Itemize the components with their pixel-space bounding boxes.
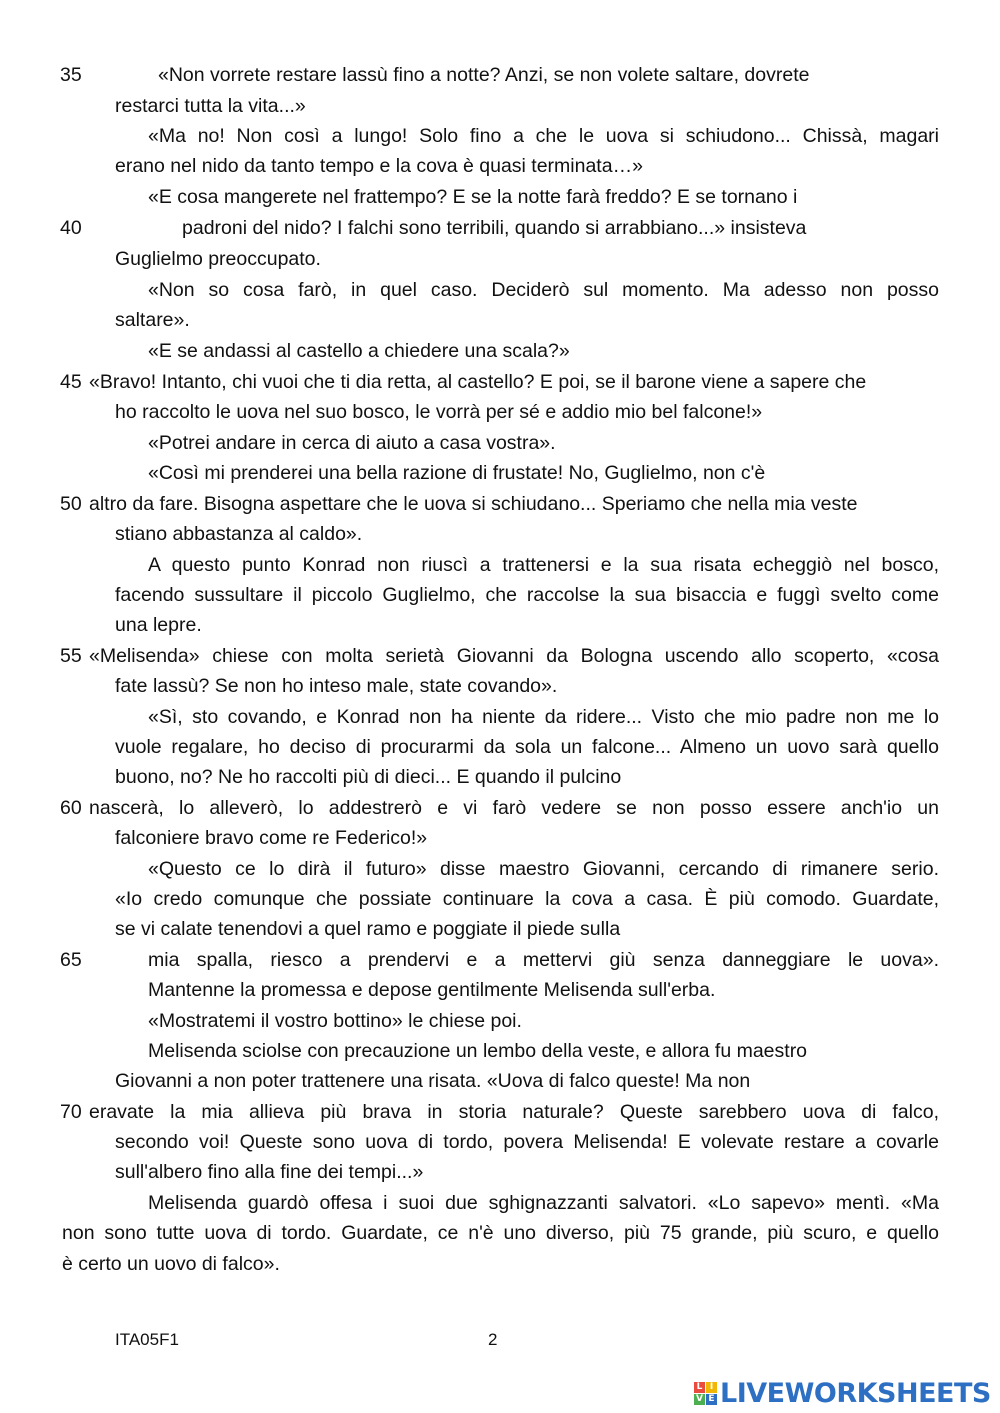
text-line: «E se andassi al castello a chiedere una scala?» [148,340,570,362]
line-number: 35 [60,64,82,86]
text-line: Giovanni a non poter trattenere una risata. «Uova di falco queste! Ma non [115,1070,751,1092]
text-line: «Ma no! Non così a lungo! Solo fino a che le uova si schiudono... Chissà, magari [148,125,939,147]
text-line: vuole regalare, ho deciso di procurarmi da sola un falcone... Almeno un uovo sarà quello [115,736,939,758]
text-line: Melisenda sciolse con precauzione un lembo della veste, e allora fu maestro [148,1040,808,1062]
text-line: 70 eravate la mia allieva più brava in storia naturale? Queste sarebbero uova di falco, [0,1097,1000,1127]
text-line: Melisenda guardò offesa i suoi due sghignazzanti salvatori. «Lo sapevo» mentì. «Ma [148,1192,939,1214]
text-line: se vi calate tenendovi a quel ramo e poggiate il piede sulla [115,918,621,940]
line-number: 60 [60,797,82,819]
text-line: stiano abbastanza al caldo». [115,523,363,545]
text-line: «Sì, sto covando, e Konrad non ha niente da ridere... Visto che mio padre non me lo [148,706,939,728]
line-number: 50 [60,493,82,515]
liveworksheets-logo-icon: L I V E [694,1382,717,1405]
document-code: ITA05F1 [115,1330,179,1349]
line-number: 65 [60,949,82,971]
text-line: buono, no? Ne ho raccolti più di dieci... E quando il pulcino [115,766,622,788]
text-line: erano nel nido da tanto tempo e la cova è quasi terminata…» [115,155,643,177]
text-line: «Così mi prenderei una bella razione di frustate! No, Guglielmo, non c'è [148,462,766,484]
text-line: A questo punto Konrad non riuscì a trattenersi e la sua risata echeggiò nel bosco, [148,554,939,576]
text-line: una lepre. [115,614,202,636]
text-line: fate lassù? Se non ho inteso male, state covando». [115,675,558,697]
text-line: sull'albero fino alla fine dei tempi...» [115,1161,424,1183]
text-line: facendo sussultare il piccolo Guglielmo, che raccolse la sua bisaccia e fuggì svelto come [115,584,939,606]
text-line: 40 padroni del nido? I falchi sono terribili, quando si arrabbiano...» insisteva [0,213,1000,243]
line-number: 45 [60,371,82,393]
text-line: restarci tutta la vita...» [115,95,306,117]
text-line: 50 altro da fare. Bisogna aspettare che le uova si schiudano... Speriamo che nella mia veste [0,489,1000,519]
text-line: «Potrei andare in cerca di aiuto a casa vostra». [148,432,556,454]
text-line: 55 «Melisenda» chiese con molta serietà Giovanni da Bologna uscendo allo scoperto, «cosa [0,641,1000,671]
text-line: falconiere bravo come re Federico!» [115,827,428,849]
brand-name: LIVEWORKSHEETS [720,1377,991,1409]
page-number: 2 [488,1330,498,1349]
text-line: Guglielmo preoccupato. [115,248,321,270]
text-line: 45 «Bravo! Intanto, chi vuoi che ti dia retta, al castello? E poi, se il barone viene a sapere che [0,367,1000,397]
line-number: 55 [60,645,82,667]
text-line: «Io credo comunque che possiate continuare la cova a casa. È più comodo. Guardate, [115,888,939,910]
text-line: «Questo ce lo dirà il futuro» disse maestro Giovanni, cercando di rimanere serio. [148,858,939,880]
text-line: non sono tutte uova di tordo. Guardate, ce n'è uno diverso, più 75 grande, più scuro, e quello [62,1222,939,1244]
text-line: «Non so cosa farò, in quel caso. Deciderò sul momento. Ma adesso non posso [148,279,939,301]
text-line: secondo voi! Queste sono uova di tordo, povera Melisenda! E volevate restare a covarle [115,1131,939,1153]
liveworksheets-logo[interactable] [694,1376,991,1410]
line-number: 40 [60,217,82,239]
text-line: «E cosa mangerete nel frattempo? E se la notte farà freddo? E se tornano i [148,186,798,208]
text-line: Mantenne la promessa e depose gentilmente Melisenda sull'erba. [148,979,716,1001]
text-line: saltare». [115,309,190,331]
text-line: 65 mia spalla, riesco a prendervi e a mettervi giù senza danneggiare le uova». [0,945,1000,975]
text-line: è certo un uovo di falco». [62,1253,280,1275]
line-number: 70 [60,1101,82,1123]
text-line: ho raccolto le uova nel suo bosco, le vorrà per sé e addio mio bel falcone!» [115,401,763,423]
text-line: 60 nascerà, lo alleverò, lo addestrerò e vi farò vedere se non posso essere anch'io un [0,793,1000,823]
text-line: «Mostratemi il vostro bottino» le chiese poi. [148,1010,522,1032]
text-line: 35 «Non vorrete restare lassù fino a notte? Anzi, se non volete saltare, dovrete [0,60,1000,90]
